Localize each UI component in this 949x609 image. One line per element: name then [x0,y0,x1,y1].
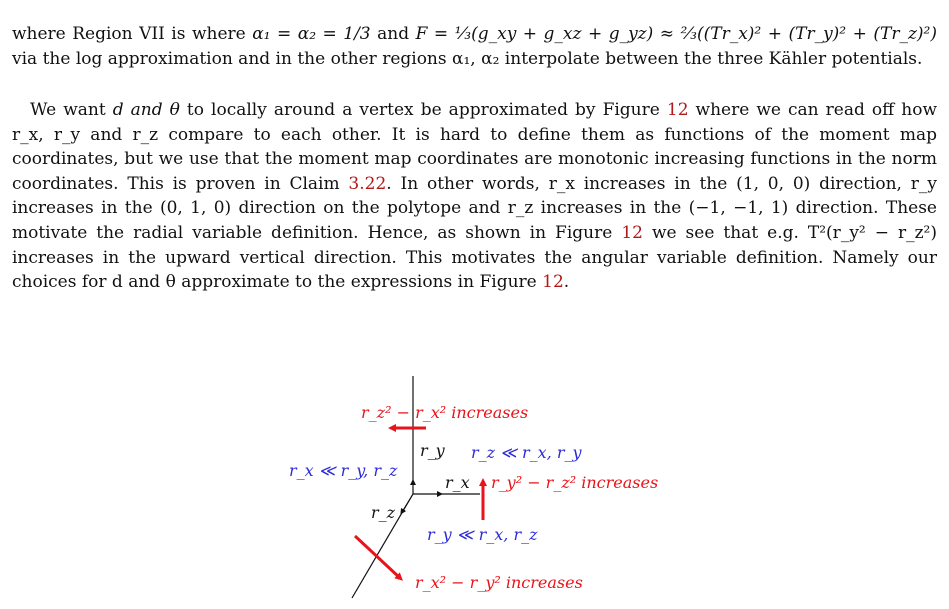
para2-text-b: to locally around a vertex be approximated by Figure [179,100,667,120]
ry-axis-label: r_y [420,441,445,460]
rz-direction-arrow [402,494,413,512]
para1-and: and [370,24,416,44]
rx-ll-label: r_x ≪ r_y, r_z [289,461,398,480]
figure-ref-link[interactable]: 12 [666,100,689,120]
para2-text-d: . In other words, r_x increases in the (1, 0, 0) direction, r_y increases in the (0, 1, 0) direction on the polytope and r_z increases in the (−1, −1, 1) direction. These motivate the radial variable definition. Hence, as shown in Figure [12,173,938,243]
rz2-rx2-label: r_z² − r_x² increases [361,403,529,422]
para2-vars: d and θ [112,100,180,120]
rx2-ry2-label: r_x² − r_y² increases [415,573,583,592]
para1-prefix: where Region VII is where [12,24,253,44]
rz-ll-label: r_z ≪ r_x, r_y [471,443,582,462]
para2-text-c: where we can read off how r_x, r_y and r_z compare to each other. It is hard to define them as functions of the moment map coordinates, but we use that the moment map coordinates are monotonic increasing functions in the norm coordinates. This is proven in Claim [12,100,937,194]
rz-axis-label: r_z [371,503,396,522]
ry2-rz2-label: r_y² − r_z² increases [491,473,659,492]
para1-F-definition: F = ⅓(g_xy + g_xz + g_yz) ≈ ⅔((Tr_x)² + (Tr_y)² + (Tr_z)²) [415,24,937,44]
rx-axis-label: r_x [445,473,470,492]
para1-suffix: via the log approximation and in the other regions α₁, α₂ interpolate between the three Kähler potentials. [12,48,923,69]
para2-text-f: . [563,272,570,293]
rx2-ry2-red-arrow [355,536,400,578]
ry-ll-label: r_y ≪ r_x, r_z [427,525,538,544]
para2-text-e: we see that e.g. T²(r_y² − r_z²) increases in the upward vertical direction. This motivates the angular variable definition. Namely our choices for d and θ approximate to the expressions in Figure [12,222,938,293]
para2-text-a: We want [30,100,113,120]
claim-ref-link[interactable]: 3.22 [348,173,387,194]
figure-ref-link-3[interactable]: 12 [542,272,564,293]
figure-ref-link-2[interactable]: 12 [621,222,643,243]
para1-condition: α₁ = α₂ = 1/3 [252,24,371,44]
